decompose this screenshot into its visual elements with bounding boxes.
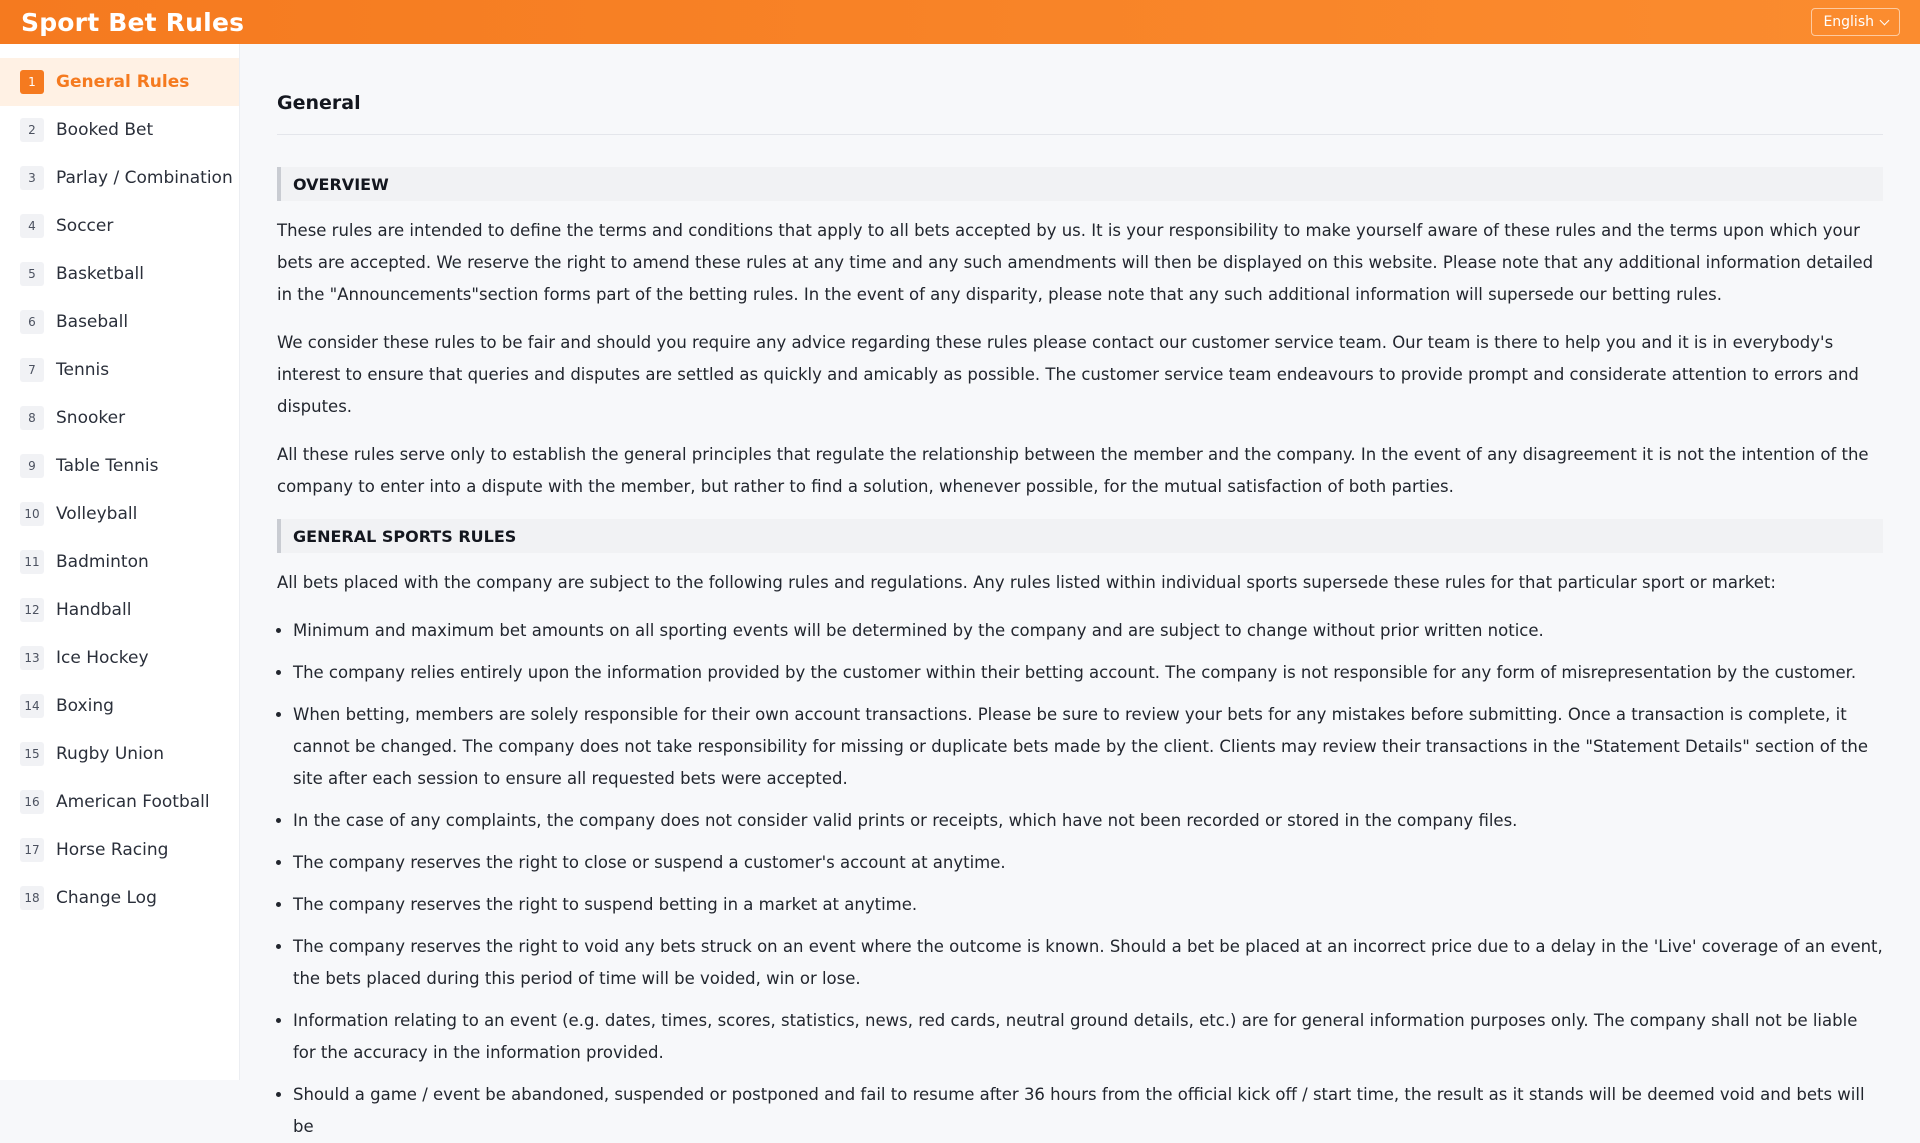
sidebar-item-badminton[interactable] (0, 538, 239, 586)
sidebar-item-label: Ice Hockey (56, 648, 149, 668)
sidebar-item-number: 15 (20, 742, 44, 766)
sidebar-item-ice-hockey[interactable] (0, 634, 239, 682)
sidebar-item-number: 7 (20, 358, 44, 382)
sidebar-item-number: 12 (20, 598, 44, 622)
sidebar-item-number: 2 (20, 118, 44, 142)
sidebar-item-handball[interactable] (0, 586, 239, 634)
sidebar-item-number: 9 (20, 454, 44, 478)
sidebar-item-label: Parlay / Combination (56, 168, 233, 188)
sidebar-item-label: Tennis (56, 360, 110, 380)
general-sports-rules-intro: All bets placed with the company are subject to the following rules and regulations. Any rules listed within individual sports supersede these rules for that particular sport or market: (277, 573, 1776, 592)
sidebar-item-number: 8 (20, 406, 44, 430)
list-item: • The company reserves the right to suspend betting in a market at anytime. (293, 889, 1883, 921)
overview-paragraph: We consider these rules to be fair and should you require any advice regarding these rules please contact our customer service team. Our team is there to help you and it is in everybody's interest to ensure that queries and disputes are settled as quickly and amicably as possible. The customer service team endeavours to provide prompt and considerate attention to errors and disputes. (277, 333, 1859, 416)
list-item: • Information relating to an event (e.g. dates, times, scores, statistics, news, red cards, neutral ground details, etc.) are for general information purposes only. The company shall not be liable for the accuracy in the information provided. (293, 1005, 1883, 1069)
sidebar-item-rugby-union[interactable] (0, 730, 239, 778)
list-item: • The company reserves the right to close or suspend a customer's account at anytime. (293, 847, 1883, 879)
list-item: • In the case of any complaints, the company does not consider valid prints or receipts, which have not been recorded or stored in the company files. (293, 805, 1883, 837)
sidebar-item-label: Boxing (56, 696, 114, 716)
overview-paragraph: These rules are intended to define the terms and conditions that apply to all bets accepted by us. It is your responsibility to make yourself aware of these rules and the terms upon which your bets are accepted. We reserve the right to amend these rules at any time and any such amendments will then be displayed on this website. Please note that any additional information detailed in the "Announcements"section forms part of the betting rules. In the event of any disparity, please note that any such additional information will supersede our betting rules. (277, 221, 1874, 304)
list-item: • The company relies entirely upon the information provided by the customer within their betting account. The company is not responsible for any form of misrepresentation by the customer. (293, 657, 1883, 689)
list-item: • Should a game / event be abandoned, suspended or postponed and fail to resume after 36 hours from the official kick off / start time, the result as it stands will be deemed void and bets will be (293, 1079, 1883, 1143)
sidebar-item-number: 6 (20, 310, 44, 334)
sidebar-item-table-tennis[interactable] (0, 442, 239, 490)
sidebar-item-number: 14 (20, 694, 44, 718)
sidebar-item-number: 18 (20, 886, 44, 910)
sidebar-item-american-football[interactable] (0, 778, 239, 826)
sidebar-item-label: Badminton (56, 552, 149, 572)
sidebar-item-label: Booked Bet (56, 120, 154, 140)
sidebar-item-general-rules[interactable] (0, 58, 239, 106)
list-item: • When betting, members are solely responsible for their own account transactions. Please be sure to review your bets for any mistakes before submitting. Once a transaction is complete, it cannot be changed. The company does not take responsibility for missing or duplicate bets made by the client. Clients may review their transactions in the "Statement Details" section of the site after each session to ensure all requested bets were accepted. (293, 699, 1883, 795)
list-item: • The company reserves the right to void any bets struck on an event where the outcome is known. Should a bet be placed at an incorrect price due to a delay in the 'Live' coverage of an event, the bets placed during this period of time will be voided, win or lose. (293, 931, 1883, 995)
section-heading-overview: OVERVIEW (277, 167, 1883, 201)
overview-paragraph: All these rules serve only to establish the general principles that regulate the relationship between the member and the company. In the event of any disagreement it is not the intention of the company to enter into a dispute with the member, but rather to find a solution, whenever possible, for the mutual satisfaction of both parties. (277, 445, 1869, 496)
sidebar-nav (0, 44, 240, 1080)
language-select-value: English (1823, 14, 1874, 30)
sidebar-item-label: Volleyball (56, 504, 138, 524)
sidebar-item-parlay-combination[interactable] (0, 154, 239, 202)
sidebar-item-number: 13 (20, 646, 44, 670)
sidebar-item-booked-bet[interactable] (0, 106, 239, 154)
sidebar-item-basketball[interactable] (0, 250, 239, 298)
page-title: General (277, 92, 1883, 135)
sidebar-item-volleyball[interactable] (0, 490, 239, 538)
sidebar-item-number: 3 (20, 166, 44, 190)
sidebar-item-number: 4 (20, 214, 44, 238)
sidebar-item-label: Snooker (56, 408, 126, 428)
sidebar-item-label: Soccer (56, 216, 114, 236)
sidebar-item-number: 10 (20, 502, 44, 526)
sidebar-item-label: Basketball (56, 264, 144, 284)
app-title: Sport Bet Rules (21, 7, 245, 37)
sidebar-item-number: 16 (20, 790, 44, 814)
sidebar-item-label: Change Log (56, 888, 157, 908)
sidebar-item-number: 5 (20, 262, 44, 286)
sidebar-item-label: Horse Racing (56, 840, 169, 860)
chevron-down-icon (1880, 15, 1890, 25)
sidebar-item-number: 11 (20, 550, 44, 574)
sidebar-item-snooker[interactable] (0, 394, 239, 442)
sidebar-item-label: General Rules (56, 72, 190, 92)
sidebar-item-label: Baseball (56, 312, 129, 332)
list-item: • Minimum and maximum bet amounts on all sporting events will be determined by the company and are subject to change without prior written notice. (293, 615, 1883, 647)
sidebar-item-label: Handball (56, 600, 132, 620)
sidebar-item-horse-racing[interactable] (0, 826, 239, 874)
sidebar-item-soccer[interactable] (0, 202, 239, 250)
rules-content[interactable] (240, 44, 1920, 1136)
sidebar-item-change-log[interactable] (0, 874, 239, 922)
top-header (0, 0, 1920, 44)
general-sports-rules-list (277, 615, 1883, 1143)
sidebar-item-label: American Football (56, 792, 210, 812)
sidebar-item-number: 17 (20, 838, 44, 862)
sidebar-item-label: Rugby Union (56, 744, 164, 764)
sidebar-item-boxing[interactable] (0, 682, 239, 730)
section-heading-general-sports-rules: GENERAL SPORTS RULES (277, 519, 1883, 553)
language-select[interactable] (1811, 8, 1900, 36)
sidebar-item-label: Table Tennis (56, 456, 159, 476)
sidebar-item-number: 1 (20, 70, 44, 94)
sidebar-item-tennis[interactable] (0, 346, 239, 394)
sidebar-item-baseball[interactable] (0, 298, 239, 346)
